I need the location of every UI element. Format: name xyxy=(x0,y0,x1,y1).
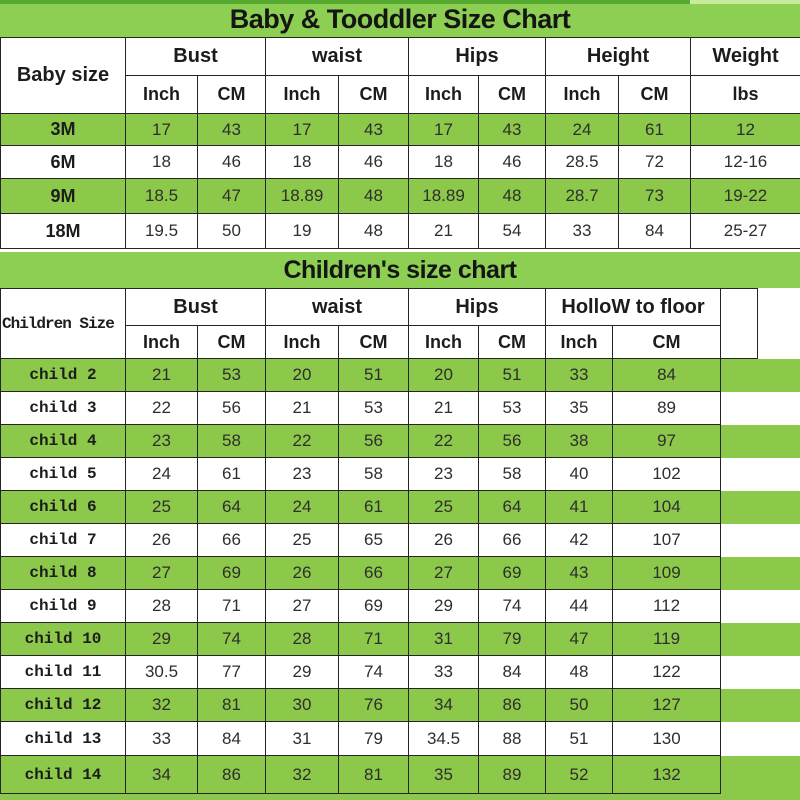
cell-value: 64 xyxy=(198,491,266,524)
baby-header-groups-row xyxy=(1,38,800,76)
row-label: child 2 xyxy=(1,359,126,392)
baby-chart-title-banner xyxy=(0,0,800,37)
table-row xyxy=(1,557,800,590)
cell-value: 24 xyxy=(546,114,619,146)
row-bleed xyxy=(721,756,800,794)
unit-inch: Inch xyxy=(546,326,613,359)
cell-value: 22 xyxy=(409,425,479,458)
cell-value: 58 xyxy=(198,425,266,458)
cell-value: 48 xyxy=(339,214,409,249)
cell-value: 56 xyxy=(198,392,266,425)
row-label: child 6 xyxy=(1,491,126,524)
children-size-table xyxy=(0,288,800,794)
table-row xyxy=(1,722,800,756)
col-group-waist: waist xyxy=(266,289,409,326)
cell-value: 31 xyxy=(409,623,479,656)
cell-value: 79 xyxy=(479,623,546,656)
col-group-hips: Hips xyxy=(409,38,546,76)
cell-value: 84 xyxy=(613,359,721,392)
table-row xyxy=(1,425,800,458)
cell-value: 43 xyxy=(546,557,613,590)
col-group-hollow-to-floor: HolloW to floor xyxy=(546,289,721,326)
cell-value: 17 xyxy=(266,114,339,146)
cell-value: 56 xyxy=(479,425,546,458)
unit-cm: CM xyxy=(479,326,546,359)
row-bleed xyxy=(721,524,800,557)
cell-value: 28.5 xyxy=(546,146,619,179)
cell-value: 18 xyxy=(266,146,339,179)
cell-value: 51 xyxy=(546,722,613,756)
row-label: 9M xyxy=(1,179,126,214)
col-group-bust: Bust xyxy=(126,38,266,76)
cell-value: 23 xyxy=(266,458,339,491)
cell-value: 48 xyxy=(479,179,546,214)
unit-cm: CM xyxy=(479,76,546,114)
cell-value: 19-22 xyxy=(691,179,800,214)
row-label: child 14 xyxy=(1,756,126,794)
cell-value: 119 xyxy=(613,623,721,656)
cell-value: 32 xyxy=(266,756,339,794)
cell-value: 33 xyxy=(409,656,479,689)
cell-value: 61 xyxy=(339,491,409,524)
cell-value: 47 xyxy=(198,179,266,214)
table-row xyxy=(1,590,800,623)
cell-value: 19 xyxy=(266,214,339,249)
table-row xyxy=(1,656,800,689)
cell-value: 130 xyxy=(613,722,721,756)
cell-value: 20 xyxy=(266,359,339,392)
table-row xyxy=(1,214,800,249)
cell-value: 35 xyxy=(409,756,479,794)
cell-value: 81 xyxy=(339,756,409,794)
table-row xyxy=(1,146,800,179)
row-bleed xyxy=(721,590,800,623)
unit-cm: CM xyxy=(619,76,691,114)
row-label: child 12 xyxy=(1,689,126,722)
cell-value: 30.5 xyxy=(126,656,198,689)
unit-inch: Inch xyxy=(266,76,339,114)
cell-value: 89 xyxy=(613,392,721,425)
cell-value: 84 xyxy=(479,656,546,689)
cell-value: 27 xyxy=(266,590,339,623)
cell-value: 19.5 xyxy=(126,214,198,249)
row-label: child 9 xyxy=(1,590,126,623)
cell-value: 102 xyxy=(613,458,721,491)
table-row xyxy=(1,491,800,524)
cell-value: 48 xyxy=(546,656,613,689)
cell-value: 132 xyxy=(613,756,721,794)
cell-value: 42 xyxy=(546,524,613,557)
cell-value: 44 xyxy=(546,590,613,623)
row-label: 3M xyxy=(1,114,126,146)
cell-value: 50 xyxy=(198,214,266,249)
col-group-bust: Bust xyxy=(126,289,266,326)
cell-value: 31 xyxy=(266,722,339,756)
row-label: child 4 xyxy=(1,425,126,458)
cell-value: 97 xyxy=(613,425,721,458)
unit-cm: CM xyxy=(198,326,266,359)
cell-value: 30 xyxy=(266,689,339,722)
row-label: child 13 xyxy=(1,722,126,756)
children-header-groups-row xyxy=(1,289,800,326)
cell-value: 86 xyxy=(198,756,266,794)
cell-value: 53 xyxy=(198,359,266,392)
table-row xyxy=(1,114,800,146)
cell-value: 58 xyxy=(479,458,546,491)
cell-value: 73 xyxy=(619,179,691,214)
cell-value: 61 xyxy=(619,114,691,146)
unit-cm: CM xyxy=(339,326,409,359)
children-chart-title: Children's size chart xyxy=(283,256,517,284)
cell-value: 25 xyxy=(126,491,198,524)
cell-value: 43 xyxy=(198,114,266,146)
cell-value: 84 xyxy=(198,722,266,756)
table-row xyxy=(1,359,800,392)
cell-value: 40 xyxy=(546,458,613,491)
children-size-corner-header: Children Size xyxy=(1,289,126,359)
row-bleed xyxy=(721,392,800,425)
cell-value: 32 xyxy=(126,689,198,722)
unit-inch: Inch xyxy=(266,326,339,359)
cell-value: 18 xyxy=(126,146,198,179)
cell-value: 51 xyxy=(339,359,409,392)
cell-value: 23 xyxy=(409,458,479,491)
cell-value: 46 xyxy=(198,146,266,179)
table-row xyxy=(1,623,800,656)
cell-value: 33 xyxy=(126,722,198,756)
cell-value: 54 xyxy=(479,214,546,249)
cell-value: 81 xyxy=(198,689,266,722)
cell-value: 29 xyxy=(126,623,198,656)
row-label: child 8 xyxy=(1,557,126,590)
row-bleed xyxy=(721,623,800,656)
cell-value: 18.89 xyxy=(409,179,479,214)
cell-value: 25-27 xyxy=(691,214,800,249)
cell-value: 24 xyxy=(126,458,198,491)
cell-value: 76 xyxy=(339,689,409,722)
row-bleed xyxy=(721,656,800,689)
cell-value: 27 xyxy=(126,557,198,590)
unit-inch: Inch xyxy=(126,76,198,114)
table-row xyxy=(1,524,800,557)
row-bleed xyxy=(721,425,800,458)
row-label: child 5 xyxy=(1,458,126,491)
cell-value: 24 xyxy=(266,491,339,524)
row-label: child 10 xyxy=(1,623,126,656)
row-bleed xyxy=(721,458,800,491)
cell-value: 22 xyxy=(126,392,198,425)
cell-value: 61 xyxy=(198,458,266,491)
cell-value: 29 xyxy=(409,590,479,623)
cell-value: 17 xyxy=(126,114,198,146)
cell-value: 53 xyxy=(339,392,409,425)
table-row xyxy=(1,392,800,425)
cell-value: 52 xyxy=(546,756,613,794)
cell-value: 66 xyxy=(339,557,409,590)
cell-value: 72 xyxy=(619,146,691,179)
cell-value: 35 xyxy=(546,392,613,425)
cell-value: 48 xyxy=(339,179,409,214)
cell-value: 66 xyxy=(198,524,266,557)
cell-value: 12-16 xyxy=(691,146,800,179)
cell-value: 23 xyxy=(126,425,198,458)
cell-value: 50 xyxy=(546,689,613,722)
row-label: 18M xyxy=(1,214,126,249)
cell-value: 74 xyxy=(479,590,546,623)
cell-value: 18.89 xyxy=(266,179,339,214)
cell-value: 69 xyxy=(339,590,409,623)
cell-value: 109 xyxy=(613,557,721,590)
cell-value: 27 xyxy=(409,557,479,590)
cell-value: 127 xyxy=(613,689,721,722)
cell-value: 17 xyxy=(409,114,479,146)
row-bleed xyxy=(721,557,800,590)
col-group-weight: Weight xyxy=(691,38,800,76)
cell-value: 38 xyxy=(546,425,613,458)
cell-value: 21 xyxy=(409,214,479,249)
unit-lbs: lbs xyxy=(691,76,800,114)
row-bleed xyxy=(721,491,800,524)
cell-value: 46 xyxy=(479,146,546,179)
cell-value: 122 xyxy=(613,656,721,689)
cell-value: 64 xyxy=(479,491,546,524)
unit-inch: Inch xyxy=(546,76,619,114)
unit-cm: CM xyxy=(613,326,721,359)
cell-value: 25 xyxy=(266,524,339,557)
cell-value: 25 xyxy=(409,491,479,524)
cell-value: 22 xyxy=(266,425,339,458)
cell-value: 112 xyxy=(613,590,721,623)
unit-cm: CM xyxy=(198,76,266,114)
unit-inch: Inch xyxy=(126,326,198,359)
cell-value: 74 xyxy=(339,656,409,689)
cell-value: 26 xyxy=(126,524,198,557)
cell-value: 74 xyxy=(198,623,266,656)
children-chart-title-banner xyxy=(0,252,800,288)
table-row xyxy=(1,689,800,722)
cell-value: 26 xyxy=(409,524,479,557)
row-bleed xyxy=(721,722,800,756)
col-group-hips: Hips xyxy=(409,289,546,326)
cell-value: 21 xyxy=(126,359,198,392)
cell-value: 12 xyxy=(691,114,800,146)
cell-value: 43 xyxy=(339,114,409,146)
cell-value: 86 xyxy=(479,689,546,722)
table-row xyxy=(1,179,800,214)
cell-value: 28 xyxy=(126,590,198,623)
cell-value: 89 xyxy=(479,756,546,794)
cell-value: 46 xyxy=(339,146,409,179)
cell-value: 58 xyxy=(339,458,409,491)
cell-value: 104 xyxy=(613,491,721,524)
cell-value: 47 xyxy=(546,623,613,656)
cell-value: 69 xyxy=(198,557,266,590)
row-label: child 7 xyxy=(1,524,126,557)
cell-value: 88 xyxy=(479,722,546,756)
cell-value: 33 xyxy=(546,214,619,249)
cell-value: 34 xyxy=(409,689,479,722)
cell-value: 66 xyxy=(479,524,546,557)
row-bleed xyxy=(721,689,800,722)
unit-inch: Inch xyxy=(409,326,479,359)
cell-value: 79 xyxy=(339,722,409,756)
row-label: 6M xyxy=(1,146,126,179)
cell-value: 71 xyxy=(198,590,266,623)
col-group-height: Height xyxy=(546,38,691,76)
cell-value: 33 xyxy=(546,359,613,392)
cell-value: 21 xyxy=(266,392,339,425)
cell-value: 41 xyxy=(546,491,613,524)
cell-value: 18 xyxy=(409,146,479,179)
cell-value: 77 xyxy=(198,656,266,689)
baby-size-corner-header: Baby size xyxy=(1,38,126,114)
cell-value: 107 xyxy=(613,524,721,557)
cell-value: 71 xyxy=(339,623,409,656)
table-row xyxy=(1,756,800,794)
cell-value: 34 xyxy=(126,756,198,794)
unit-cm: CM xyxy=(339,76,409,114)
cell-value: 21 xyxy=(409,392,479,425)
cell-value: 28 xyxy=(266,623,339,656)
table-row xyxy=(1,458,800,491)
cell-value: 28.7 xyxy=(546,179,619,214)
cell-value: 29 xyxy=(266,656,339,689)
cell-value: 56 xyxy=(339,425,409,458)
baby-chart-title: Baby & Tooddler Size Chart xyxy=(229,4,571,34)
baby-size-table xyxy=(0,37,800,249)
row-label: child 11 xyxy=(1,656,126,689)
row-label: child 3 xyxy=(1,392,126,425)
cell-value: 53 xyxy=(479,392,546,425)
col-group-waist: waist xyxy=(266,38,409,76)
empty-header-cell xyxy=(721,289,758,359)
cell-value: 65 xyxy=(339,524,409,557)
cell-value: 51 xyxy=(479,359,546,392)
row-bleed xyxy=(721,359,800,392)
cell-value: 34.5 xyxy=(409,722,479,756)
cell-value: 43 xyxy=(479,114,546,146)
cell-value: 20 xyxy=(409,359,479,392)
header-bleed-cell xyxy=(758,289,800,359)
cell-value: 26 xyxy=(266,557,339,590)
cell-value: 84 xyxy=(619,214,691,249)
unit-inch: Inch xyxy=(409,76,479,114)
cell-value: 18.5 xyxy=(126,179,198,214)
cell-value: 69 xyxy=(479,557,546,590)
